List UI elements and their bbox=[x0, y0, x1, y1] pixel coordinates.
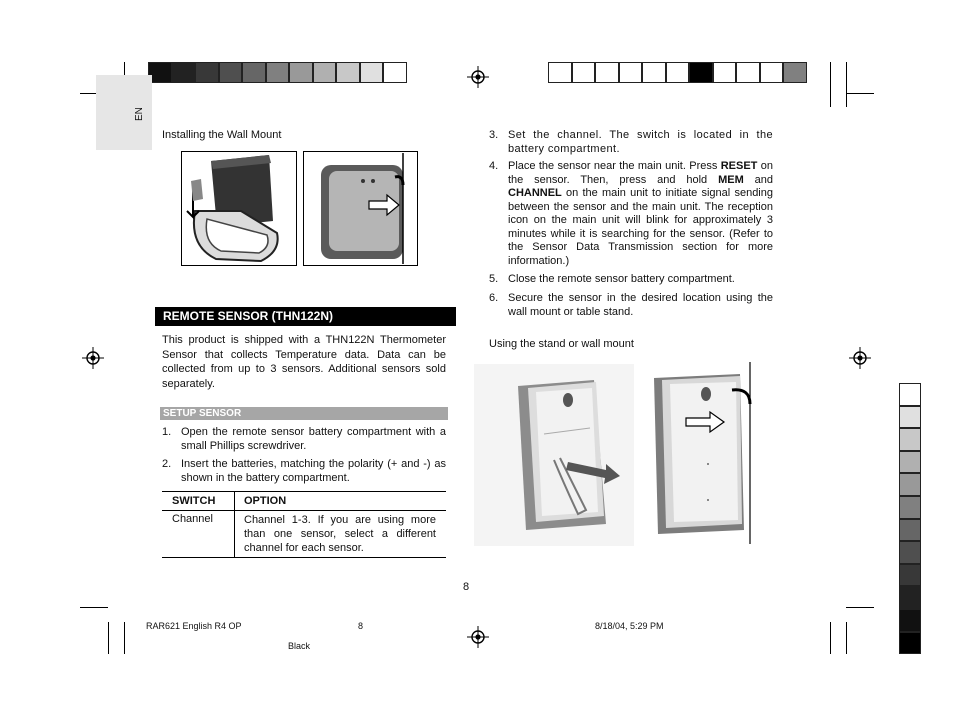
wall-mount-illustration-3 bbox=[636, 360, 754, 546]
step-text: Open the remote sensor battery compartment with a small Phillips screwdriver. bbox=[181, 426, 446, 452]
color-swatch bbox=[336, 62, 360, 83]
setup-step-3 bbox=[489, 129, 773, 156]
color-swatch bbox=[595, 62, 619, 83]
channel-key-label: CHANNEL bbox=[508, 187, 562, 199]
footer-date: 8/18/04, 5:29 PM bbox=[595, 621, 664, 631]
stand-caption: Using the stand or wall mount bbox=[489, 338, 634, 350]
setup-step-6 bbox=[489, 292, 773, 319]
page-number: 8 bbox=[463, 581, 470, 593]
setup-step-5 bbox=[489, 273, 773, 287]
setup-step-1 bbox=[162, 426, 446, 453]
color-swatch bbox=[313, 62, 337, 83]
color-swatch bbox=[899, 519, 921, 542]
color-swatch bbox=[713, 62, 737, 83]
color-swatch bbox=[899, 541, 921, 564]
color-swatch bbox=[219, 62, 243, 83]
step-text: Set the channel. The switch is located in the battery compartment. bbox=[508, 129, 773, 155]
color-swatch bbox=[242, 62, 266, 83]
step-number: 5. bbox=[489, 273, 499, 285]
language-tab-label: EN bbox=[134, 107, 145, 121]
section-heading-remote-sensor: REMOTE SENSOR (THN122N) bbox=[155, 307, 456, 326]
intro-paragraph: This product is shipped with a THN122N Thermometer Sensor that collects Temperature data. Data can be collected from up to 3 sensors. Additional sensors sold separately. bbox=[162, 334, 446, 390]
switch-option-table bbox=[162, 491, 446, 558]
color-swatch bbox=[899, 496, 921, 519]
mem-key-label: MEM bbox=[718, 173, 744, 186]
color-swatch bbox=[899, 564, 921, 587]
footer-page: 8 bbox=[358, 621, 364, 631]
color-swatch bbox=[666, 62, 690, 83]
table-header-option: OPTION bbox=[244, 495, 287, 507]
step-number: 6. bbox=[489, 292, 499, 304]
color-swatch bbox=[760, 62, 784, 83]
color-swatch bbox=[899, 428, 921, 451]
color-swatch bbox=[619, 62, 643, 83]
reset-key-label: RESET bbox=[720, 160, 758, 172]
color-swatch bbox=[195, 62, 219, 83]
step-text: Close the remote sensor battery compartment. bbox=[508, 273, 735, 285]
color-swatch bbox=[899, 609, 921, 632]
registration-mark-bottom bbox=[467, 626, 489, 648]
color-swatch bbox=[289, 62, 313, 83]
color-swatch bbox=[899, 586, 921, 609]
color-swatch bbox=[899, 632, 921, 655]
color-swatch bbox=[642, 62, 666, 83]
footer-plate-color: Black bbox=[288, 641, 311, 651]
color-swatch bbox=[689, 62, 713, 83]
step-number: 3. bbox=[489, 129, 499, 141]
setup-step-4 bbox=[489, 160, 773, 268]
registration-mark-left bbox=[82, 347, 104, 369]
table-cell-option: Channel 1-3. If you are using more than one sensor, select a different channel for each sensor. bbox=[244, 514, 436, 554]
registration-mark-top bbox=[467, 66, 489, 88]
language-tab bbox=[96, 75, 152, 150]
step-text: Secure the sensor in the desired location using the wall mount or table stand. bbox=[508, 292, 773, 318]
color-swatch bbox=[548, 62, 572, 83]
color-swatch bbox=[736, 62, 760, 83]
color-swatch bbox=[383, 62, 407, 83]
registration-mark-right bbox=[849, 347, 871, 369]
wall-mount-illustration-1 bbox=[181, 151, 297, 266]
step-number: 2. bbox=[162, 458, 172, 470]
step-text: Insert the batteries, matching the polarity (+ and -) as shown in the battery compartment. bbox=[181, 458, 446, 484]
step-number: 4. bbox=[489, 160, 499, 172]
table-stand-illustration bbox=[474, 364, 634, 546]
footer-file-name: RAR621 English R4 OP bbox=[146, 621, 242, 631]
color-swatch bbox=[899, 406, 921, 429]
color-swatch bbox=[899, 473, 921, 496]
color-swatch bbox=[172, 62, 196, 83]
color-swatch bbox=[899, 451, 921, 474]
table-header-switch: SWITCH bbox=[172, 495, 216, 507]
color-swatch bbox=[266, 62, 290, 83]
color-swatch bbox=[572, 62, 596, 83]
color-swatch bbox=[360, 62, 384, 83]
subheading-setup-sensor: SETUP SENSOR bbox=[160, 407, 448, 420]
wall-mount-caption: Installing the Wall Mount bbox=[162, 129, 282, 141]
table-cell-switch: Channel bbox=[172, 513, 213, 525]
setup-step-2 bbox=[162, 458, 446, 485]
color-swatch bbox=[783, 62, 807, 83]
step-text: Place the sensor near the main unit. Press RESET on the sensor. Then, press and hold MEM and CHANNEL on the main unit to initiate signal sending between the sensor and the main unit. The reception icon on the main unit will blink for approximately 3 minutes while it is searching for the sensor. (Refer to the Sensor Data Transmission section for more information.) bbox=[508, 160, 773, 267]
wall-mount-illustration-2 bbox=[303, 151, 418, 266]
color-swatch bbox=[899, 383, 921, 406]
step-number: 1. bbox=[162, 426, 172, 438]
